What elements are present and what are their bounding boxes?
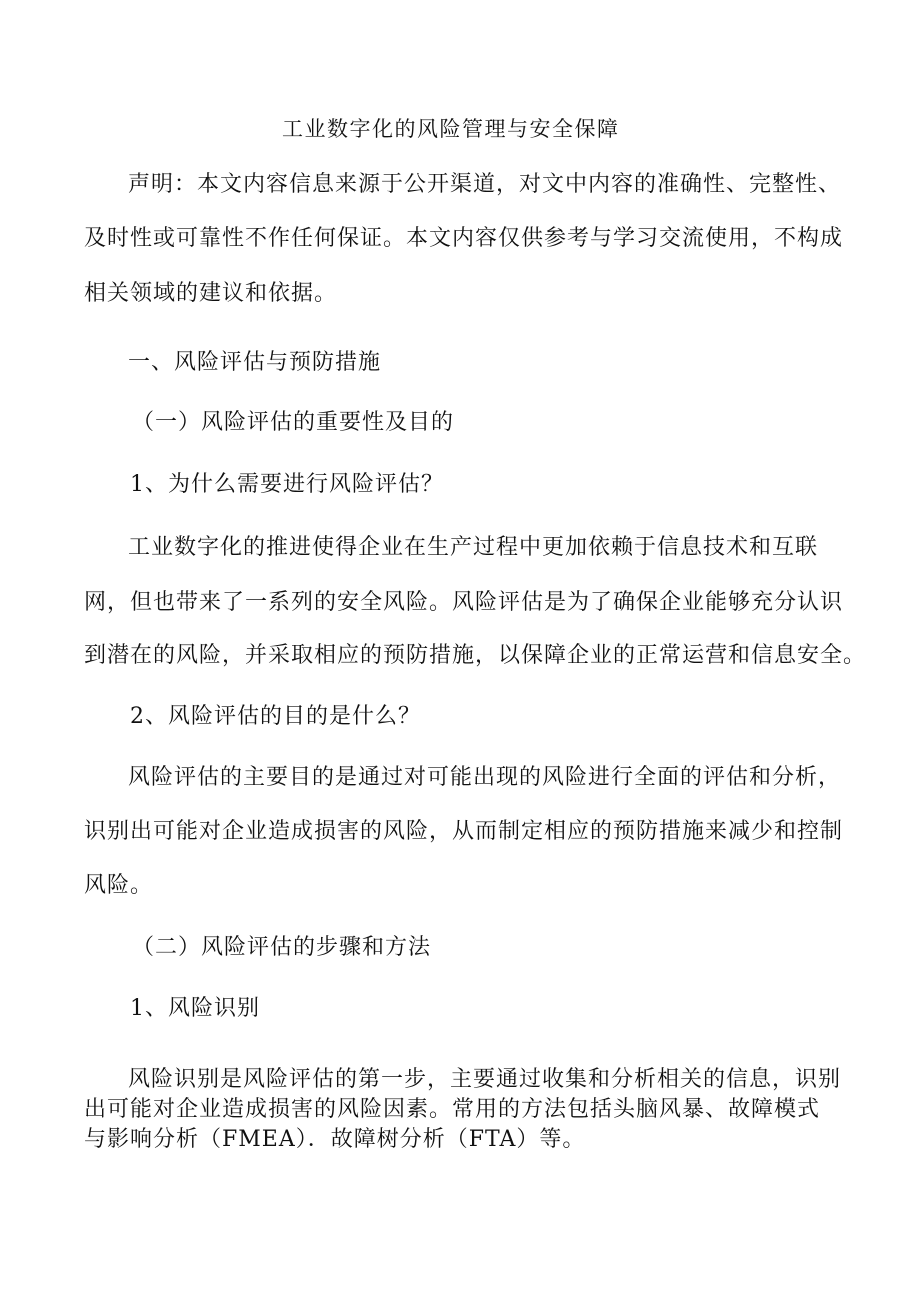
section-heading: 一、风险评估与预防措施 bbox=[128, 350, 382, 375]
paragraph-3-line-2: 出可能对企业造成损害的风险因素。常用的方法包括头脑风暴、故障模式 bbox=[84, 1097, 821, 1122]
subsection-heading-2: （二）风险评估的步骤和方法 bbox=[132, 935, 432, 960]
paragraph-1-line-3: 到潜在的风险，并采取相应的预防措施，以保障企业的正常运营和信息安全。 bbox=[84, 643, 867, 668]
paragraph-2-line-3: 风险。 bbox=[84, 873, 154, 898]
disclaimer-line-3: 相关领域的建议和依据。 bbox=[84, 281, 338, 306]
paragraph-2-line-1: 风险评估的主要目的是通过对可能出现的风险进行全面的评估和分析， bbox=[128, 765, 842, 790]
question-heading-1: 1、为什么需要进行风险评估？ bbox=[130, 472, 444, 497]
paragraph-1-line-2: 网，但也带来了一系列的安全风险。风险评估是为了确保企业能够充分认识 bbox=[84, 590, 844, 615]
question-heading-2: 2、风险评估的目的是什么？ bbox=[130, 704, 421, 729]
document-title: 工业数字化的风险管理与安全保障 bbox=[282, 117, 620, 141]
paragraph-1-line-1: 工业数字化的推进使得企业在生产过程中更加依赖于信息技术和互联 bbox=[128, 535, 819, 560]
paragraph-3-line-1: 风险识别是风险评估的第一步，主要通过收集和分析相关的信息，识别 bbox=[128, 1067, 842, 1092]
disclaimer-line-2: 及时性或可靠性不作任何保证。本文内容仅供参考与学习交流使用，不构成 bbox=[84, 226, 844, 251]
paragraph-3-line-3: 与影响分析（FMEA）．故障树分析（FTA）等。 bbox=[84, 1127, 586, 1152]
subsection-heading-1: （一）风险评估的重要性及目的 bbox=[132, 410, 455, 435]
step-heading-1: 1、风险识别 bbox=[130, 996, 260, 1021]
disclaimer-line-1: 声明：本文内容信息来源于公开渠道，对文中内容的准确性、完整性、 bbox=[128, 172, 842, 197]
paragraph-2-line-2: 识别出可能对企业造成损害的风险，从而制定相应的预防措施来减少和控制 bbox=[84, 819, 844, 844]
